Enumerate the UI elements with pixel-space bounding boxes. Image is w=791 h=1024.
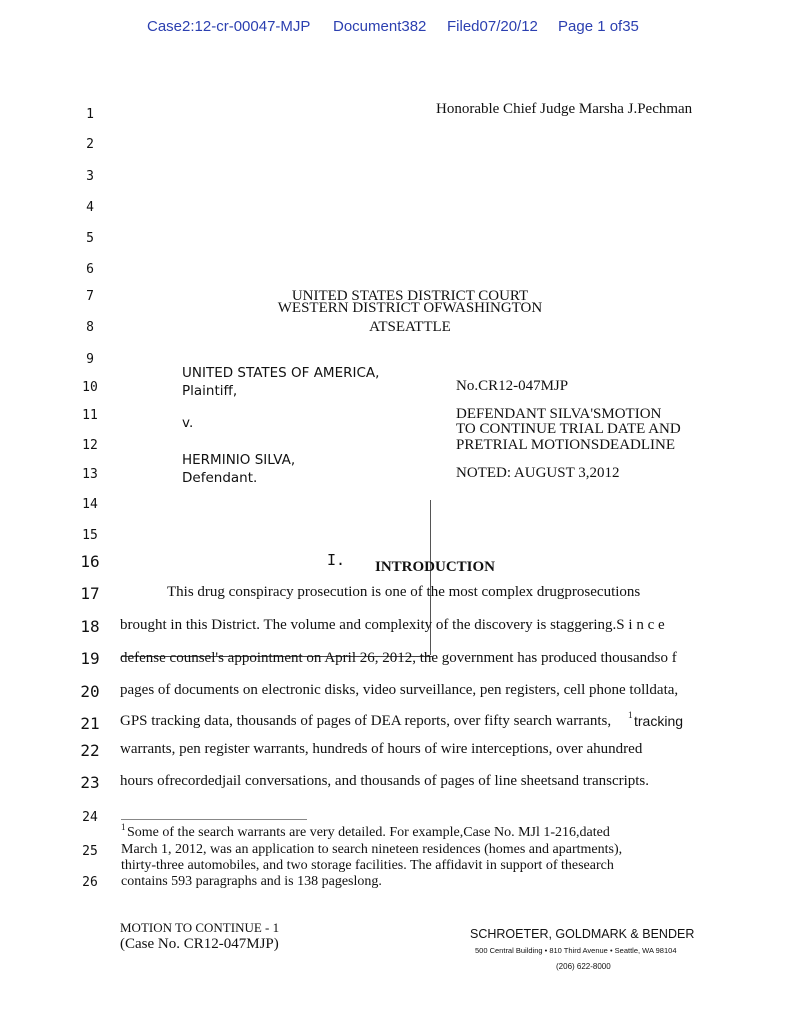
motion-title-line3: PRETRIAL MOTIONSDEADLINE	[456, 437, 676, 453]
noted-date: NOTED: AUGUST 3,2012	[456, 465, 620, 481]
line-number: 12	[82, 438, 98, 453]
line-number: 9	[86, 352, 94, 367]
line-number: 13	[82, 467, 98, 482]
footnote-line: Some of the search warrants are very detailed. For example,Case No. MJl 1-216,dated	[127, 825, 610, 840]
judge-name: Honorable Chief Judge Marsha J.Pechman	[436, 101, 693, 117]
body-line-tail: tracking	[634, 713, 684, 729]
versus-label: v.	[182, 415, 194, 431]
page-count-header: Page 1 of35	[558, 18, 639, 35]
line-number: 25	[82, 844, 98, 859]
line-number: 16	[80, 552, 100, 571]
court-name: UNITED STATES DISTRICT COURT	[291, 288, 529, 304]
line-number: 7	[86, 289, 94, 304]
section-numeral: I.	[327, 551, 346, 569]
footnote-separator	[121, 819, 307, 820]
defendant-name: HERMINIO SILVA,	[182, 452, 296, 468]
line-number: 23	[80, 773, 100, 792]
line-number: 19	[80, 649, 100, 668]
body-line: warrants, pen register warrants, hundreds of hours of wire interceptions, over ahundred	[120, 741, 643, 757]
line-number: 14	[82, 497, 98, 512]
footer-case-number: (Case No. CR12-047MJP)	[120, 936, 279, 952]
plaintiff-name: UNITED STATES OF AMERICA,	[182, 365, 380, 381]
line-number: 26	[82, 875, 98, 890]
footnote-marker: 1	[121, 822, 126, 832]
body-line: defense counsel's appointment on April 26, 2012, the government has produced thousandso f	[120, 650, 677, 666]
motion-title-line2: TO CONTINUE TRIAL DATE AND	[456, 421, 681, 437]
footnote-reference: 1	[628, 710, 633, 720]
line-number: 17	[80, 584, 100, 603]
line-number: 8	[86, 320, 94, 335]
document-number-header: Document382	[333, 18, 427, 35]
line-number: 22	[80, 741, 100, 760]
footnote-line: contains 593 paragraphs and is 138 pageslong.	[121, 874, 382, 889]
line-number: 15	[82, 528, 98, 543]
footer-motion-title: MOTION TO CONTINUE - 1	[120, 920, 280, 935]
line-number: 11	[82, 408, 98, 423]
body-line: brought in this District. The volume and complexity of the discovery is staggering.S i n c e	[120, 617, 665, 633]
case-number-header: Case2:12-cr-00047-MJP	[147, 18, 311, 35]
case-number: No.CR12-047MJP	[456, 378, 569, 394]
filed-date-header: Filed07/20/12	[447, 18, 538, 35]
body-line: This drug conspiracy prosecution is one of the most complex drugprosecutions	[167, 584, 641, 600]
line-number: 2	[86, 137, 94, 152]
body-line: GPS tracking data, thousands of pages of DEA reports, over fifty search warrants,	[120, 713, 612, 729]
motion-title-line1: DEFENDANT SILVA'SMOTION	[456, 406, 662, 422]
section-heading: INTRODUCTION	[375, 559, 496, 575]
footnote-line: thirty-three automobiles, and two storage facilities. The affidavit in support of thesearch	[121, 858, 614, 873]
line-number: 20	[80, 682, 100, 701]
line-number: 4	[86, 200, 94, 215]
line-number: 24	[82, 810, 98, 825]
defendant-role: Defendant.	[182, 470, 258, 486]
body-line: pages of documents on electronic disks, video surveillance, pen registers, cell phone tolldata,	[120, 682, 679, 698]
line-number: 21	[80, 714, 100, 733]
law-firm-phone: (206) 622-8000	[556, 962, 611, 971]
law-firm-address: 500 Central Building • 810 Third Avenue • Seattle, WA 98104	[475, 946, 677, 955]
court-location: ATSEATTLE	[369, 319, 451, 335]
line-number: 18	[80, 617, 100, 636]
line-number: 5	[86, 231, 94, 246]
law-firm-name: SCHROETER, GOLDMARK & BENDER	[470, 927, 695, 941]
footnote-line: March 1, 2012, was an application to search nineteen residences (homes and apartments),	[121, 842, 623, 857]
body-line: hours ofrecordedjail conversations, and thousands of pages of line sheetsand transcripts.	[120, 773, 650, 789]
line-number: 1	[86, 107, 94, 122]
plaintiff-role: Plaintiff,	[182, 383, 238, 399]
line-number: 3	[86, 169, 94, 184]
line-number: 10	[82, 380, 98, 395]
line-number: 6	[86, 262, 94, 277]
court-district: WESTERN DISTRICT OFWASHINGTON	[277, 300, 543, 316]
